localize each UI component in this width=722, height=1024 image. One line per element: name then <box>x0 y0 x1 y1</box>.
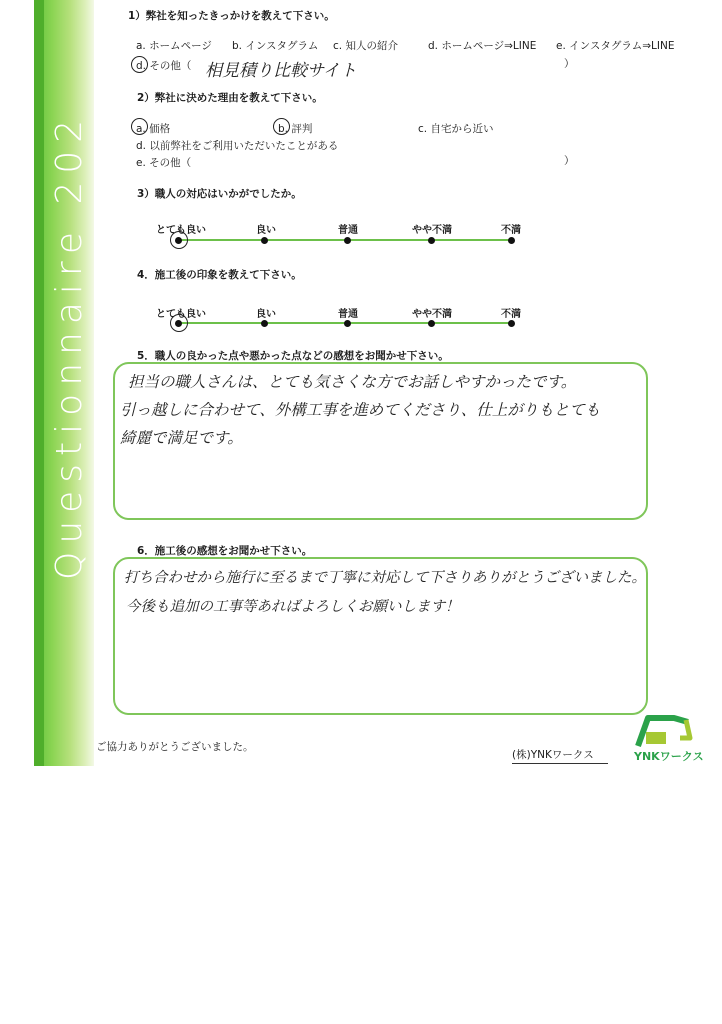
q3-scale-label: 普通 <box>338 225 358 236</box>
q2-option-b: b. 評判 <box>278 123 313 135</box>
selection-circle <box>170 231 188 249</box>
q4-heading: 4．施工後の印象を教えて下さい。 <box>137 269 302 281</box>
q2-option-c: c. 自宅から近い <box>418 123 494 135</box>
q4-scale-label: 普通 <box>338 309 358 320</box>
q2-heading: 2）弊社に決めた理由を教えて下さい。 <box>137 92 323 104</box>
scale-dot <box>344 237 351 244</box>
q5-answer-line: 担当の職人さんは、とても気さくな方でお話しやすかったです。 <box>128 373 577 391</box>
selection-circle <box>170 314 188 332</box>
q1-other-label: d. その他（ <box>136 60 192 72</box>
q1-option-d: d. ホームページ⇒LINE <box>428 40 537 52</box>
scale-dot <box>261 320 268 327</box>
q4-scale-label: 不満 <box>501 309 521 320</box>
scale-dot <box>344 320 351 327</box>
q1-other-close: ） <box>564 58 575 70</box>
scale-dot <box>508 320 515 327</box>
q1-option-a: a. ホームページ <box>136 40 212 52</box>
q3-scale-label: やや不満 <box>412 225 452 236</box>
q3-scale-label: 不満 <box>501 225 521 236</box>
q5-answer-line: 綺麗で満足です。 <box>120 429 243 447</box>
q4-scale-label: とても良い <box>156 309 206 320</box>
scale-dot <box>508 237 515 244</box>
q1-other-answer: 相見積り比較サイト <box>205 61 357 81</box>
q4-scale-label: やや不満 <box>412 309 452 320</box>
q1-heading: 1）弊社を知ったきっかけを教えて下さい。 <box>128 10 335 22</box>
q2-other-label: e. その他（ <box>136 157 192 169</box>
q1-option-b: b. インスタグラム <box>232 40 319 52</box>
q3-heading: 3）職人の対応はいかがでしたか。 <box>137 188 302 200</box>
scale-dot <box>261 237 268 244</box>
sidebar-title: Questionnaire 202 <box>49 111 90 580</box>
q3-scale-label: 良い <box>256 225 276 236</box>
thanks-text: ご協力ありがとうございました。 <box>96 741 254 753</box>
q6-answer-line: 打ち合わせから施行に至るまで丁寧に対応して下さりありがとうございました。 <box>124 570 646 586</box>
scale-dot <box>428 320 435 327</box>
q6-answer-line: 今後も追加の工事等あればよろしくお願いします！ <box>126 599 460 615</box>
q5-answer-line: 引っ越しに合わせて、外構工事を進めてくださり、仕上がりもとても <box>120 401 601 419</box>
q2-option-d: d. 以前弊社をご利用いただいたことがある <box>136 140 339 152</box>
q1-option-e: e. インスタグラム⇒LINE <box>556 40 675 52</box>
q2-option-a: a. 価格 <box>136 123 171 135</box>
q6-heading: 6．施工後の感想をお聞かせ下さい。 <box>137 545 313 557</box>
scale-dot <box>428 237 435 244</box>
q4-scale-label: 良い <box>256 309 276 320</box>
company-name: (株)YNKワークス <box>512 747 608 764</box>
logo-text: YNKワークス <box>634 750 704 763</box>
q1-option-c: c. 知人の紹介 <box>333 40 398 52</box>
q5-heading: 5．職人の良かった点や悪かった点などの感想をお聞かせ下さい。 <box>137 350 449 362</box>
q3-scale-label: とても良い <box>156 225 206 236</box>
q2-other-close: ） <box>564 155 575 167</box>
